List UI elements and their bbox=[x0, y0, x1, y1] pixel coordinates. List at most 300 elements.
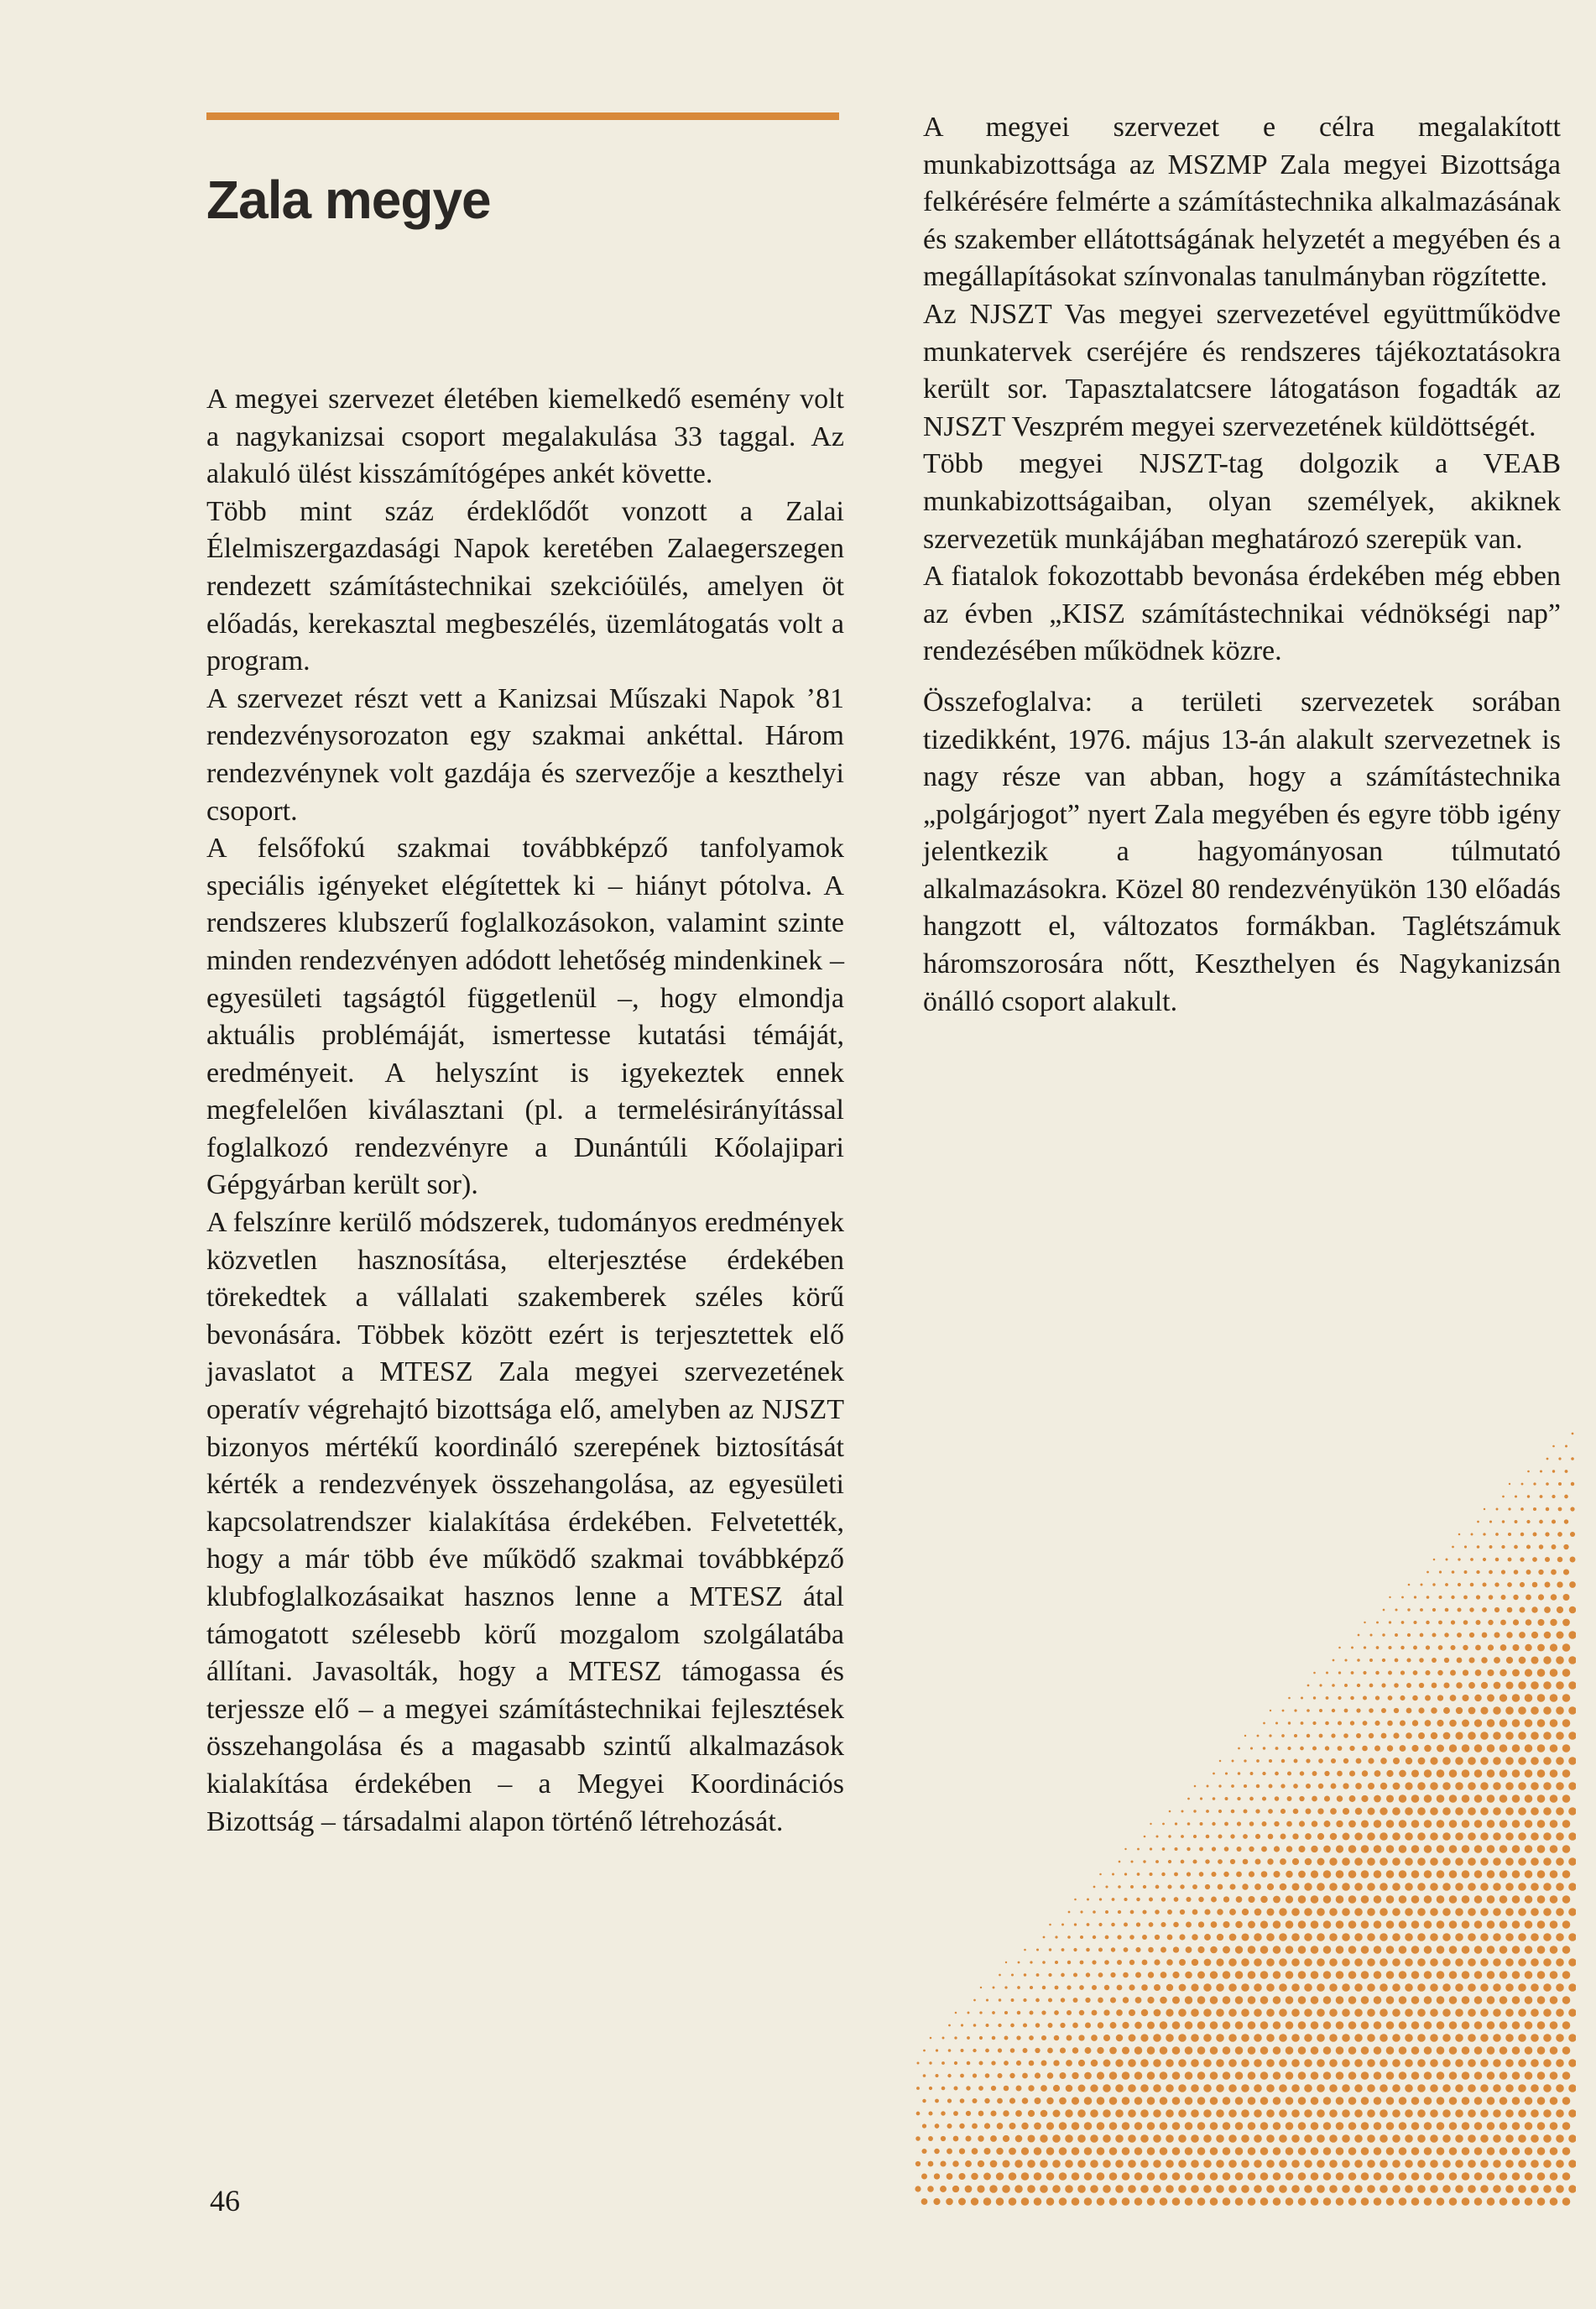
halftone-dot bbox=[1235, 2021, 1244, 2030]
halftone-dot bbox=[1470, 1558, 1473, 1561]
halftone-dot bbox=[1389, 1596, 1390, 1598]
halftone-dot bbox=[1147, 2197, 1155, 2206]
halftone-dot bbox=[1449, 1794, 1458, 1803]
halftone-dot bbox=[1326, 1672, 1328, 1674]
halftone-dot bbox=[1525, 1845, 1533, 1853]
halftone-dot bbox=[1418, 1707, 1424, 1713]
halftone-dot bbox=[1424, 2197, 1432, 2206]
halftone-dot bbox=[1512, 2071, 1520, 2080]
halftone-dot bbox=[948, 2049, 952, 2052]
halftone-dot bbox=[1298, 1996, 1307, 2004]
halftone-dot bbox=[1562, 1794, 1571, 1803]
halftone-dot bbox=[1147, 2071, 1155, 2080]
halftone-dot bbox=[1338, 1746, 1343, 1751]
halftone-dot bbox=[1029, 2035, 1034, 2040]
halftone-dot bbox=[1520, 1557, 1524, 1561]
halftone-dot bbox=[1337, 1795, 1343, 1802]
halftone-dot bbox=[1356, 1733, 1361, 1738]
halftone-dot bbox=[971, 2197, 978, 2205]
halftone-dot bbox=[1262, 1821, 1267, 1826]
halftone-dot bbox=[1150, 1847, 1152, 1850]
halftone-dot bbox=[1538, 1570, 1543, 1575]
halftone-dot bbox=[1342, 2160, 1350, 2168]
halftone-dot bbox=[1300, 1771, 1304, 1775]
halftone-dot bbox=[1525, 1895, 1533, 1904]
halftone-dot bbox=[1374, 1920, 1382, 1929]
halftone-dot bbox=[1363, 1696, 1367, 1700]
halftone-dot bbox=[1518, 1832, 1526, 1841]
halftone-dot bbox=[984, 2098, 989, 2103]
halftone-dot bbox=[1374, 2071, 1382, 2080]
halftone-dot bbox=[1266, 2059, 1275, 2067]
halftone-dot bbox=[1160, 1922, 1166, 1927]
halftone-dot bbox=[1430, 1983, 1438, 1992]
halftone-dot bbox=[1489, 1595, 1494, 1600]
halftone-dot bbox=[1442, 1757, 1451, 1765]
left-column bbox=[206, 381, 844, 1841]
halftone-dot bbox=[1311, 1920, 1319, 1929]
halftone-dot bbox=[1128, 2160, 1136, 2168]
halftone-dot bbox=[1047, 2048, 1053, 2054]
halftone-dot bbox=[1185, 1972, 1192, 1979]
halftone-dot bbox=[998, 2024, 1001, 2027]
halftone-dot bbox=[965, 2135, 971, 2141]
halftone-dot bbox=[1135, 1972, 1141, 1978]
halftone-dot bbox=[1487, 1895, 1495, 1904]
halftone-dot bbox=[1389, 1621, 1391, 1623]
halftone-dot bbox=[1249, 1797, 1254, 1801]
halftone-dot bbox=[1380, 1958, 1388, 1967]
halftone-dot bbox=[1330, 1833, 1338, 1841]
halftone-dot bbox=[1269, 1759, 1272, 1763]
halftone-dot bbox=[1537, 2172, 1546, 2181]
halftone-dot bbox=[1254, 2034, 1262, 2042]
halftone-dot bbox=[1336, 2071, 1344, 2080]
halftone-dot bbox=[1556, 1832, 1564, 1841]
halftone-dot bbox=[1562, 1996, 1571, 2004]
halftone-dot bbox=[1304, 1883, 1312, 1890]
halftone-dot bbox=[1512, 1920, 1520, 1929]
halftone-dot bbox=[1336, 2021, 1344, 2030]
halftone-dot bbox=[1342, 1908, 1350, 1916]
halftone-dot bbox=[1525, 1744, 1533, 1753]
halftone-dot bbox=[1414, 1596, 1416, 1598]
halftone-dot bbox=[1084, 2172, 1093, 2181]
halftone-dot bbox=[1235, 1996, 1244, 2004]
halftone-dot bbox=[1325, 1746, 1329, 1750]
halftone-dot bbox=[1368, 1808, 1375, 1815]
halftone-dot bbox=[1374, 1770, 1381, 1777]
halftone-dot bbox=[1518, 1883, 1526, 1891]
halftone-dot bbox=[1474, 1971, 1483, 1979]
halftone-dot bbox=[1154, 1959, 1160, 1965]
halftone-dot bbox=[927, 2186, 934, 2192]
halftone-dot bbox=[1004, 1986, 1007, 1988]
halftone-dot bbox=[1099, 1898, 1102, 1900]
halftone-dot bbox=[953, 2086, 957, 2090]
halftone-dot bbox=[1392, 1958, 1400, 1967]
halftone-dot bbox=[1235, 2197, 1244, 2206]
halftone-dot bbox=[1181, 1810, 1184, 1813]
halftone-dot bbox=[1543, 1656, 1551, 1664]
halftone-dot bbox=[1155, 1885, 1160, 1889]
halftone-dot bbox=[1098, 1948, 1103, 1952]
halftone-dot bbox=[923, 2050, 926, 2052]
halftone-dot bbox=[1027, 2185, 1035, 2193]
halftone-dot bbox=[1442, 2034, 1451, 2042]
halftone-dot bbox=[1199, 1847, 1203, 1852]
halftone-dot bbox=[1386, 1770, 1393, 1777]
halftone-dot bbox=[1305, 1858, 1312, 1866]
halftone-dot bbox=[1556, 1983, 1564, 1992]
halftone-dot bbox=[1223, 2147, 1231, 2155]
halftone-dot bbox=[1367, 2109, 1375, 2118]
halftone-dot bbox=[1455, 2109, 1463, 2118]
halftone-dot bbox=[1425, 1695, 1431, 1701]
halftone-dot bbox=[1130, 1910, 1134, 1915]
halftone-dot bbox=[1304, 1958, 1312, 1967]
halftone-dot bbox=[1556, 1958, 1564, 1967]
halftone-dot bbox=[1228, 1983, 1237, 1992]
halftone-dot bbox=[934, 2173, 940, 2179]
halftone-dot bbox=[1197, 1972, 1205, 1979]
halftone-dot bbox=[1134, 2172, 1143, 2181]
halftone-dot bbox=[1329, 1933, 1338, 1941]
halftone-dot bbox=[1090, 2185, 1098, 2193]
halftone-dot bbox=[1489, 1570, 1493, 1575]
halftone-dot bbox=[1374, 1996, 1382, 2004]
halftone-dot bbox=[955, 2012, 957, 2014]
halftone-dot bbox=[954, 2061, 957, 2065]
halftone-dot bbox=[1262, 1772, 1265, 1775]
halftone-dot bbox=[1260, 2097, 1269, 2105]
halftone-dot bbox=[1298, 2122, 1307, 2130]
halftone-dot bbox=[1228, 2134, 1237, 2143]
halftone-dot bbox=[1480, 2185, 1489, 2193]
halftone-dot bbox=[1237, 1847, 1242, 1852]
halftone-dot bbox=[986, 1998, 988, 2001]
halftone-dot bbox=[1207, 1785, 1209, 1788]
halftone-dot bbox=[1304, 2034, 1312, 2042]
halftone-dot bbox=[990, 2135, 997, 2142]
halftone-dot bbox=[1014, 2185, 1023, 2193]
halftone-dot bbox=[1455, 2160, 1463, 2168]
halftone-dot bbox=[1092, 1960, 1096, 1964]
halftone-dot bbox=[1462, 1895, 1470, 1904]
halftone-dot bbox=[1122, 2122, 1130, 2130]
halftone-dot bbox=[1153, 2185, 1161, 2193]
halftone-dot bbox=[1273, 2147, 1281, 2155]
halftone-dot bbox=[1109, 2047, 1117, 2055]
halftone-dot bbox=[1556, 1807, 1564, 1815]
halftone-dot bbox=[1197, 2197, 1206, 2206]
halftone-dot bbox=[940, 2186, 947, 2192]
halftone-dot bbox=[1442, 2134, 1451, 2143]
halftone-dot bbox=[1475, 1645, 1481, 1651]
halftone-dot bbox=[1424, 2147, 1432, 2155]
halftone-dot bbox=[1464, 1545, 1467, 1548]
halftone-dot bbox=[1374, 2097, 1382, 2105]
halftone-dot bbox=[1355, 1783, 1362, 1789]
halftone-dot bbox=[966, 2086, 970, 2090]
halftone-dot bbox=[1186, 1922, 1192, 1928]
halftone-dot bbox=[1343, 1733, 1348, 1738]
halftone-dot bbox=[1518, 1857, 1526, 1866]
halftone-dot bbox=[1260, 2071, 1269, 2080]
halftone-dot bbox=[1374, 1946, 1382, 1954]
halftone-dot bbox=[1420, 1633, 1424, 1638]
halftone-dot bbox=[1455, 2185, 1463, 2193]
halftone-dot bbox=[1406, 1758, 1412, 1764]
halftone-dot bbox=[1134, 2071, 1143, 2080]
halftone-dot bbox=[1323, 2147, 1332, 2155]
halftone-dot bbox=[1526, 1520, 1530, 1523]
halftone-dot bbox=[1367, 1857, 1375, 1866]
halftone-dot bbox=[1405, 2109, 1413, 2118]
halftone-dot bbox=[1191, 2160, 1199, 2168]
halftone-dot bbox=[968, 2012, 970, 2014]
halftone-dot bbox=[1273, 1996, 1281, 2004]
halftone-dot bbox=[1519, 1657, 1526, 1664]
halftone-dot bbox=[1136, 1898, 1140, 1902]
halftone-dot bbox=[1452, 1546, 1454, 1549]
halftone-dot bbox=[1411, 1920, 1420, 1929]
halftone-dot bbox=[1288, 1697, 1291, 1700]
halftone-dot bbox=[1279, 1958, 1287, 1967]
halftone-dot bbox=[1004, 2011, 1008, 2014]
halftone-dot bbox=[1299, 1846, 1306, 1852]
halftone-dot bbox=[1480, 1732, 1489, 1740]
halftone-dot bbox=[1545, 1557, 1550, 1562]
halftone-dot bbox=[1462, 2071, 1470, 2080]
halftone-dot bbox=[1061, 1998, 1065, 2002]
halftone-dot bbox=[954, 2036, 957, 2039]
halftone-dot bbox=[1455, 2084, 1463, 2092]
halftone-dot bbox=[1505, 1807, 1514, 1815]
halftone-dot bbox=[1185, 2097, 1193, 2105]
halftone-dot bbox=[1381, 1683, 1385, 1687]
halftone-dot bbox=[1562, 1820, 1571, 1828]
halftone-dot bbox=[1210, 2122, 1218, 2130]
halftone-dot bbox=[1493, 2134, 1501, 2143]
halftone-dot bbox=[1442, 1983, 1451, 1992]
halftone-dot bbox=[1197, 2122, 1206, 2130]
halftone-dot bbox=[1381, 1733, 1387, 1739]
halftone-dot bbox=[1493, 1908, 1501, 1916]
halftone-dot bbox=[1361, 1795, 1368, 1802]
halftone-dot bbox=[1311, 2071, 1319, 2080]
halftone-dot bbox=[1254, 2084, 1262, 2092]
halftone-dot bbox=[1218, 1810, 1222, 1813]
halftone-dot bbox=[1241, 2009, 1249, 2017]
halftone-dot bbox=[1147, 2147, 1155, 2155]
halftone-dot bbox=[1248, 2147, 1256, 2155]
halftone-dot bbox=[1260, 1920, 1268, 1928]
halftone-dot bbox=[1317, 1833, 1324, 1840]
halftone-dot bbox=[1178, 2059, 1187, 2067]
halftone-dot bbox=[959, 2124, 964, 2129]
halftone-dot bbox=[1311, 2021, 1319, 2030]
halftone-dot bbox=[1525, 1769, 1533, 1778]
halftone-dot bbox=[1380, 2009, 1388, 2017]
halftone-dot bbox=[1338, 1696, 1341, 1700]
halftone-dot bbox=[1090, 2134, 1098, 2143]
halftone-dot bbox=[1319, 1734, 1323, 1738]
halftone-dot bbox=[1407, 1608, 1410, 1611]
halftone-dot bbox=[1480, 1958, 1489, 1967]
halftone-dot bbox=[1442, 1933, 1451, 1941]
halftone-dot bbox=[1223, 1921, 1229, 1928]
halftone-dot bbox=[1399, 2097, 1407, 2105]
halftone-dot bbox=[1537, 1870, 1546, 1878]
halftone-dot bbox=[1550, 2071, 1558, 2080]
halftone-dot bbox=[1368, 1783, 1374, 1789]
halftone-dot bbox=[1210, 1946, 1218, 1954]
halftone-dot bbox=[1298, 1946, 1307, 1954]
halftone-dot bbox=[1550, 2122, 1558, 2130]
halftone-dot bbox=[1130, 1885, 1134, 1888]
halftone-dot bbox=[1455, 1807, 1463, 1815]
halftone-dot bbox=[1367, 2059, 1375, 2067]
halftone-dot bbox=[1508, 1533, 1511, 1536]
halftone-dot bbox=[1266, 2134, 1275, 2143]
halftone-dot bbox=[1279, 2185, 1287, 2193]
halftone-dot bbox=[1354, 1908, 1363, 1916]
halftone-dot bbox=[1376, 1622, 1379, 1624]
halftone-dot bbox=[1480, 1706, 1488, 1714]
halftone-dot bbox=[1304, 2059, 1312, 2067]
halftone-dot bbox=[1401, 1596, 1404, 1599]
halftone-dot bbox=[1323, 1971, 1332, 1979]
halftone-dot bbox=[1449, 1845, 1458, 1853]
halftone-dot bbox=[1364, 1622, 1365, 1623]
halftone-dot bbox=[1411, 1845, 1420, 1853]
halftone-dot bbox=[1430, 1757, 1437, 1764]
halftone-dot bbox=[1449, 1946, 1458, 1954]
halftone-dot bbox=[1537, 1845, 1546, 1853]
halftone-dot bbox=[1442, 2109, 1451, 2118]
halftone-dot bbox=[1399, 1820, 1407, 1828]
halftone-dot bbox=[1417, 1958, 1426, 1967]
halftone-dot bbox=[1084, 2147, 1093, 2155]
halftone-dot bbox=[1228, 2109, 1237, 2118]
halftone-dot bbox=[1260, 2197, 1269, 2206]
halftone-dot bbox=[1122, 2046, 1129, 2054]
halftone-dot bbox=[1298, 1971, 1307, 1979]
halftone-dot bbox=[1336, 1971, 1344, 1979]
halftone-dot bbox=[1337, 1771, 1343, 1777]
halftone-dot bbox=[1367, 2134, 1375, 2143]
halftone-dot bbox=[1367, 2160, 1375, 2168]
halftone-dot bbox=[1439, 1570, 1442, 1573]
halftone-dot bbox=[1317, 2009, 1325, 2017]
halftone-dot bbox=[1417, 1933, 1426, 1941]
halftone-dot bbox=[1135, 1997, 1142, 2003]
halftone-dot bbox=[1430, 2160, 1438, 2168]
halftone-dot bbox=[998, 2048, 1002, 2052]
halftone-dot bbox=[1354, 1883, 1363, 1891]
halftone-dot bbox=[1411, 2172, 1420, 2181]
halftone-dot bbox=[1034, 2123, 1041, 2130]
halftone-dot bbox=[1426, 1596, 1430, 1599]
halftone-dot bbox=[990, 2160, 998, 2168]
halftone-dot bbox=[1134, 2046, 1143, 2055]
halftone-dot bbox=[1017, 2011, 1021, 2015]
halftone-dot bbox=[973, 2073, 977, 2077]
halftone-dot bbox=[1306, 1784, 1311, 1789]
halftone-dot bbox=[1343, 1758, 1348, 1763]
halftone-dot bbox=[1086, 1948, 1090, 1952]
halftone-dot bbox=[1317, 1858, 1325, 1866]
halftone-dot bbox=[1192, 1934, 1198, 1941]
halftone-dot bbox=[1103, 2084, 1111, 2092]
halftone-dot bbox=[1399, 2172, 1407, 2181]
halftone-dot bbox=[1520, 1533, 1525, 1537]
halftone-dot bbox=[1010, 2048, 1015, 2053]
halftone-dot bbox=[1405, 1908, 1413, 1916]
halftone-dot bbox=[1386, 2071, 1395, 2080]
halftone-dot bbox=[1420, 1608, 1423, 1612]
halftone-dot bbox=[1525, 2097, 1533, 2105]
halftone-dot bbox=[1500, 1794, 1508, 1803]
halftone-dot bbox=[1072, 2197, 1080, 2206]
halftone-dot bbox=[1468, 1682, 1475, 1689]
halftone-dot bbox=[1568, 1757, 1576, 1765]
halftone-dot bbox=[1543, 1983, 1552, 1992]
halftone-dot bbox=[1173, 1922, 1179, 1928]
halftone-dot bbox=[1004, 2036, 1009, 2040]
halftone-dot bbox=[916, 2087, 920, 2090]
halftone-dot bbox=[1437, 1895, 1445, 1904]
halftone-dot bbox=[1537, 1895, 1546, 1904]
halftone-dot bbox=[1512, 2172, 1520, 2181]
halftone-dot bbox=[1449, 2122, 1458, 2130]
halftone-dot bbox=[1431, 1732, 1437, 1739]
halftone-dot bbox=[1024, 1949, 1026, 1951]
halftone-dot bbox=[1048, 1998, 1052, 2002]
halftone-dot bbox=[1411, 2122, 1420, 2130]
halftone-dot bbox=[1550, 1895, 1558, 1904]
halftone-dot bbox=[1266, 1983, 1275, 1992]
halftone-dot bbox=[979, 2011, 982, 2014]
halftone-dot bbox=[1537, 2046, 1546, 2055]
halftone-dot bbox=[1500, 2097, 1508, 2105]
halftone-dot bbox=[1437, 1820, 1445, 1828]
halftone-dot bbox=[1266, 2034, 1275, 2042]
halftone-dot bbox=[1375, 1671, 1380, 1675]
halftone-dot bbox=[1437, 1720, 1443, 1727]
halftone-dot bbox=[1286, 1946, 1294, 1954]
halftone-dot bbox=[1305, 1833, 1312, 1840]
halftone-dot bbox=[1186, 1897, 1191, 1902]
halftone-dot bbox=[1237, 1821, 1241, 1826]
halftone-dot bbox=[1317, 2059, 1325, 2067]
halftone-dot bbox=[1017, 1986, 1020, 1989]
halftone-dot bbox=[1034, 2197, 1042, 2206]
halftone-dot bbox=[922, 2099, 926, 2103]
halftone-dot bbox=[953, 2111, 958, 2116]
halftone-dot bbox=[922, 2124, 926, 2128]
halftone-dot bbox=[1505, 1832, 1514, 1841]
halftone-dot bbox=[1508, 1558, 1512, 1562]
halftone-dot bbox=[983, 2148, 990, 2155]
halftone-dot bbox=[1147, 2046, 1155, 2055]
halftone-dot bbox=[1358, 1634, 1360, 1637]
halftone-dot bbox=[1505, 2059, 1514, 2067]
halftone-dot bbox=[1172, 2172, 1181, 2181]
halftone-dot bbox=[1430, 2084, 1438, 2092]
halftone-dot bbox=[941, 2136, 946, 2141]
